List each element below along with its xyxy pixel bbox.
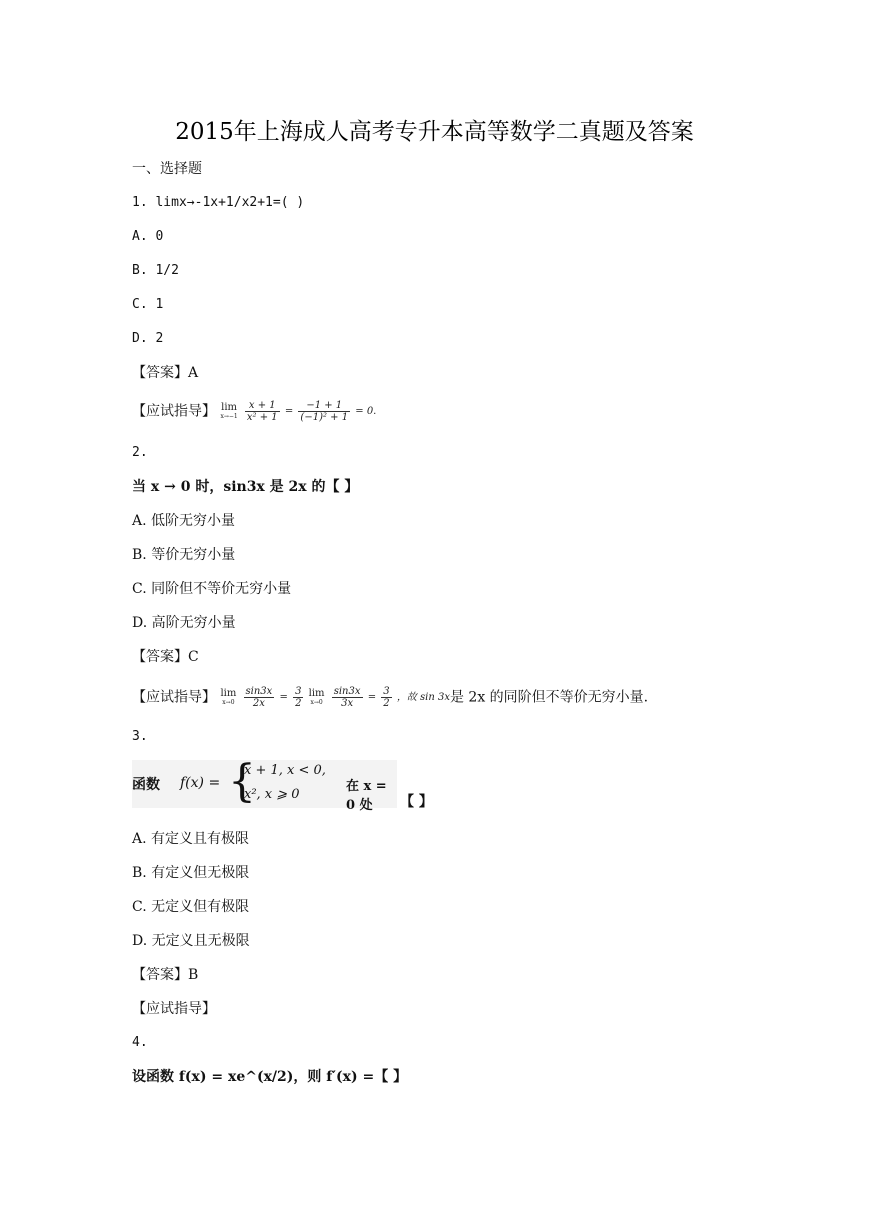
q2-option-a: A. 低阶无穷小量 bbox=[132, 513, 236, 529]
q1-option-c: C. 1 bbox=[132, 297, 164, 312]
document-title: 2015年上海成人高考专升本高等数学二真题及答案 bbox=[175, 119, 694, 145]
q3-case-2: x², x ⩾ 0 bbox=[244, 787, 300, 802]
question-3-number: 3. bbox=[132, 729, 148, 744]
q1-answer: 【答案】A bbox=[132, 365, 199, 381]
q1-option-a: A. 0 bbox=[132, 229, 164, 244]
q1-lim: lim x→−1 bbox=[220, 402, 238, 420]
q2-guide-formula: lim x→0 $\frac{\sin 3x}{2x}$ = $\frac{3}{2}$ lim x→0 $\frac{\sin 3x}{3x}$ = $\frac{3}{2}$ ，故 sin 3x bbox=[220, 686, 450, 709]
q2-answer: 【答案】C bbox=[132, 649, 199, 665]
q1-guide-formula: lim x→−1 $\frac{x + 1}{\text{x² + 1}}$ = $\frac{-1 + 1}{\text{(−1)² + 1}}$ = 0. bbox=[220, 400, 377, 423]
q2-guide-label: 【应试指导】 bbox=[132, 689, 216, 706]
q2-option-c: C. 同阶但不等价无穷小量 bbox=[132, 581, 292, 597]
q2-guide-text: 是 2x 的同阶但不等价无穷小量. bbox=[449, 689, 649, 706]
question-1-stem: 1. limx→-1x+1/x2+1=( ) bbox=[132, 195, 305, 210]
q1-guide-label: 【应试指导】 bbox=[132, 403, 216, 420]
q2-fraction-3: $\frac{\sin 3x}{3x}$ bbox=[333, 686, 361, 709]
q3-brace: { bbox=[228, 756, 256, 807]
q2-fraction-1: $\frac{\sin 3x}{2x}$ bbox=[245, 686, 273, 709]
q3-function-name: f(x) = bbox=[180, 775, 221, 791]
q1-option-b: B. 1/2 bbox=[132, 263, 179, 278]
q2-option-d: D. 高阶无穷小量 bbox=[132, 615, 236, 631]
q1-fraction-1: $\frac{x + 1}{\text{x² + 1}}$ bbox=[246, 400, 278, 423]
q3-answer-bracket: 【 】 bbox=[400, 794, 433, 810]
q2-lim-1: lim x→0 bbox=[220, 688, 237, 706]
q3-option-d: D. 无定义且无极限 bbox=[132, 933, 250, 949]
q2-guide bbox=[132, 686, 648, 709]
q3-option-b: B. 有定义但无极限 bbox=[132, 865, 250, 881]
q3-case-1: x + 1, x < 0, bbox=[244, 763, 326, 778]
q3-option-a: A. 有定义且有极限 bbox=[132, 831, 250, 847]
q1-fraction-2: $\frac{-1 + 1}{\text{(−1)² + 1}}$ bbox=[300, 400, 349, 423]
section-heading: 一、选择题 bbox=[132, 161, 202, 177]
q1-guide bbox=[132, 400, 376, 423]
question-2-number: 2. bbox=[132, 445, 148, 460]
q3-option-c: C. 无定义但有极限 bbox=[132, 899, 250, 915]
q2-option-b: B. 等价无穷小量 bbox=[132, 547, 236, 563]
question-4-number: 4. bbox=[132, 1035, 148, 1050]
q3-stem-tail: 在 x = 0 处 bbox=[346, 779, 387, 813]
question-3-stem-formula bbox=[132, 756, 397, 813]
question-2-stem: 当 x → 0 时，sin3x 是 2x 的【 】 bbox=[132, 479, 359, 495]
q3-stem-label: 函数 bbox=[132, 777, 160, 793]
question-4-stem: 设函数 f(x) = xe^(x/2)，则 f′(x) =【 】 bbox=[132, 1069, 408, 1085]
q2-fraction-2: $\frac{3}{2}$ bbox=[295, 686, 302, 709]
q3-guide-label: 【应试指导】 bbox=[132, 1001, 216, 1017]
q2-lim-2: lim x→0 bbox=[308, 688, 325, 706]
q3-answer: 【答案】B bbox=[132, 967, 199, 983]
q1-option-d: D. 2 bbox=[132, 331, 164, 346]
q2-fraction-4: $\frac{3}{2}$ bbox=[383, 686, 390, 709]
